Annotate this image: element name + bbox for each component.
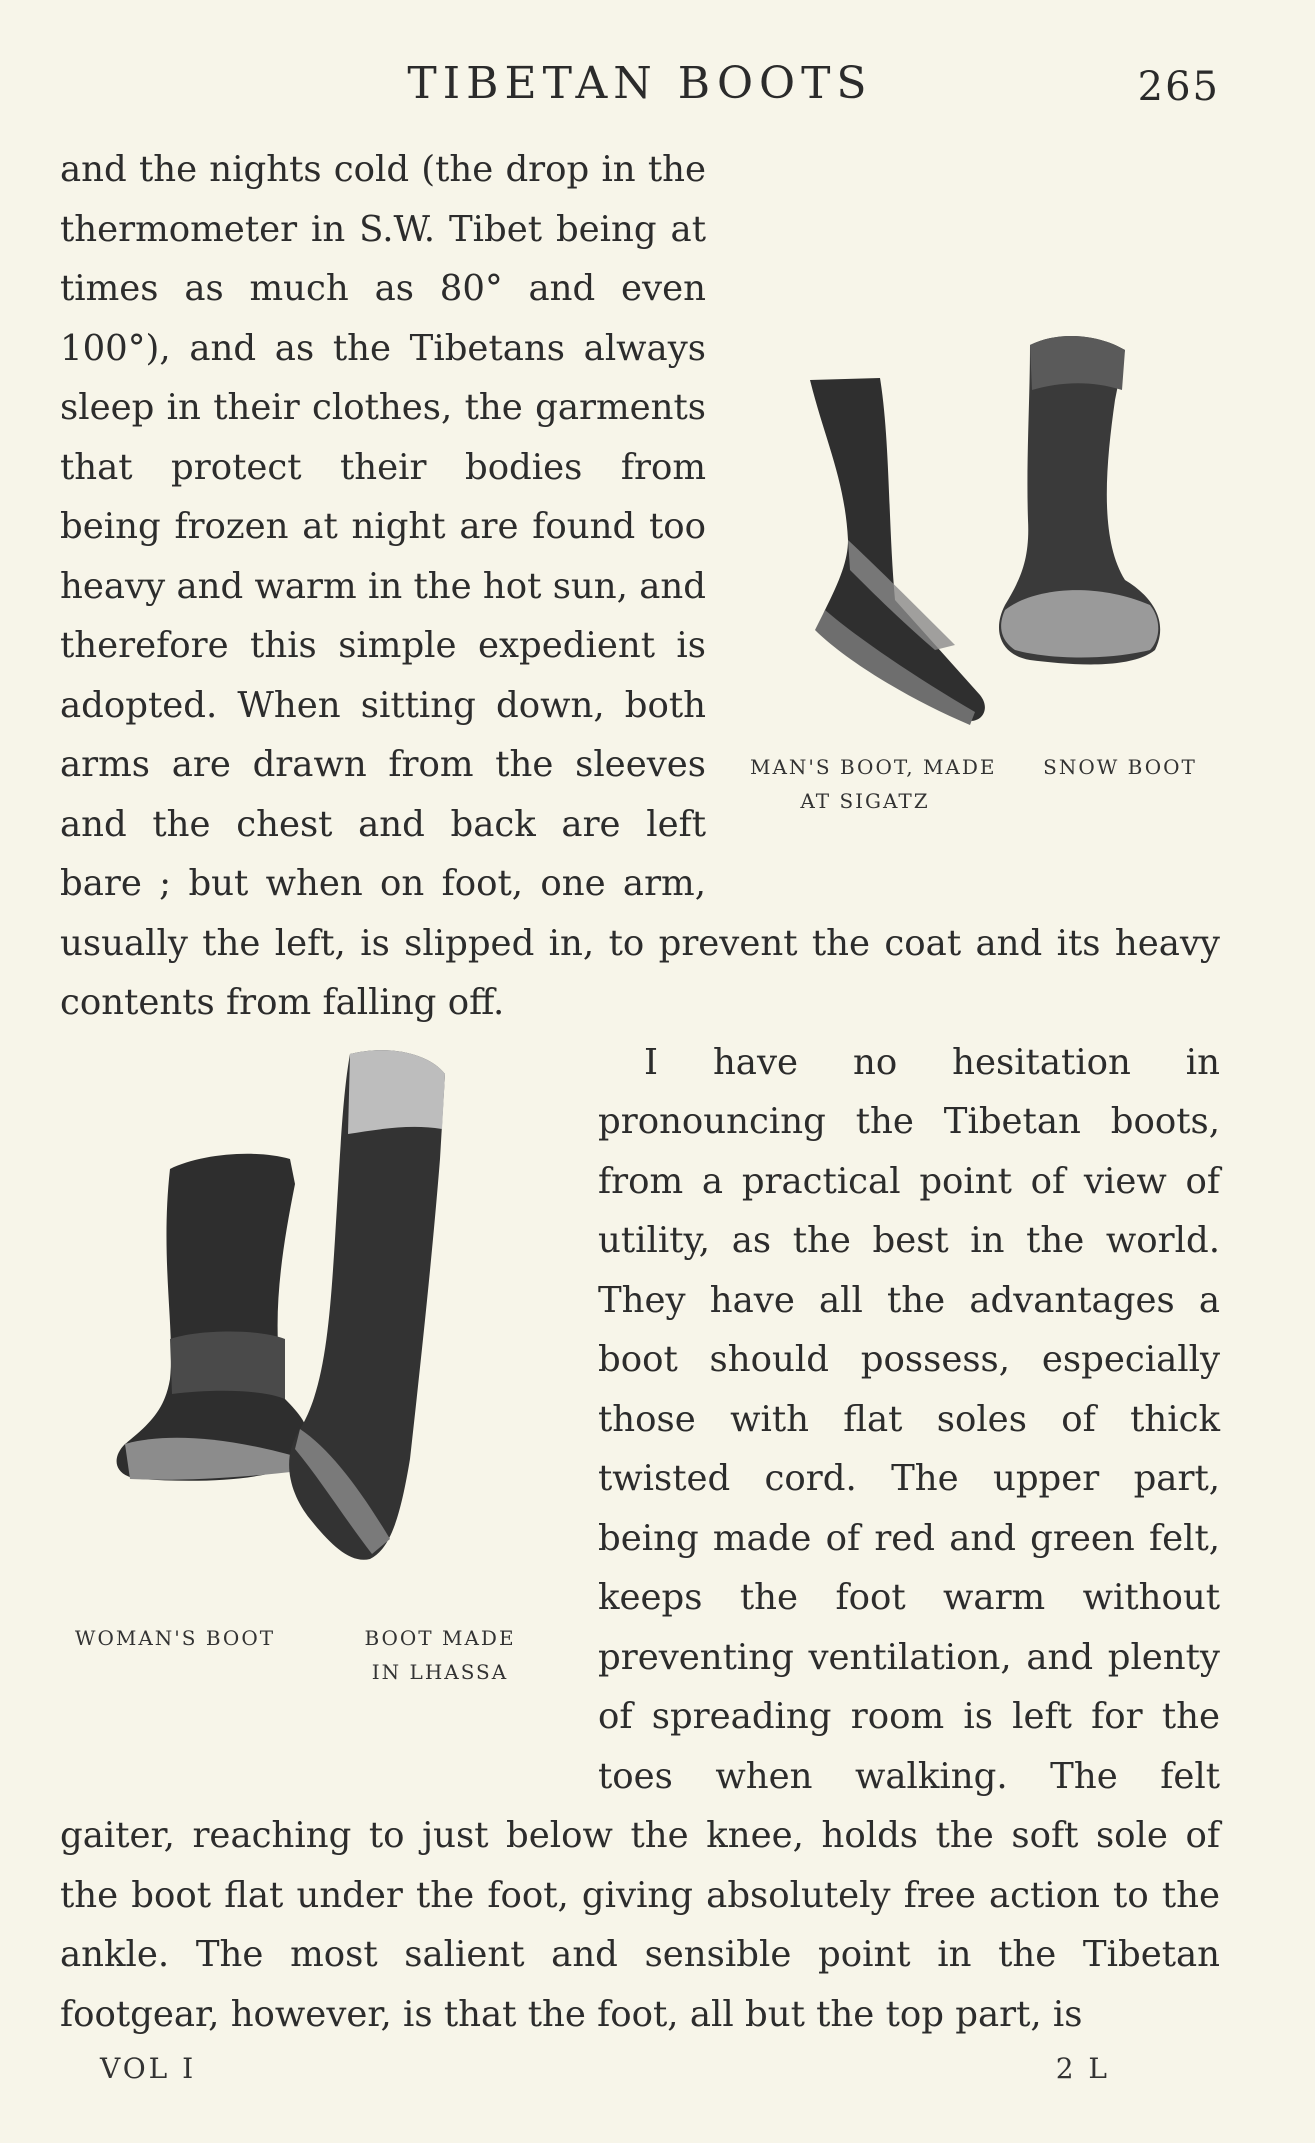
body-text xyxy=(60,140,1220,2044)
figure-top-boots xyxy=(730,140,1220,880)
caption-mans-boot-line1: MAN'S BOOT, MADE xyxy=(750,755,997,779)
mans-boot-and-snow-boot-illustration xyxy=(730,140,1220,740)
page-footer xyxy=(60,2052,1220,2092)
page-number: 265 xyxy=(1137,64,1220,110)
caption-mans-boot-line2: AT SIGATZ xyxy=(800,789,930,813)
womans-boot-and-lhassa-boot-illustration xyxy=(60,1039,570,1679)
caption-womans-boot: WOMAN'S BOOT xyxy=(74,1625,276,1650)
figure-bottom-boots xyxy=(60,1039,570,1767)
caption-lhassa-boot-line2: IN LHASSA xyxy=(371,1659,509,1684)
page-header xyxy=(60,58,1220,118)
caption-lhassa-boot-line1: BOOT MADE xyxy=(364,1625,516,1650)
footer-signature-mark: 2 L xyxy=(1055,2052,1110,2085)
caption-snow-boot: SNOW BOOT xyxy=(1043,755,1197,779)
caption-lhassa-boot xyxy=(340,1621,540,1689)
running-head: TIBETAN BOOTS xyxy=(407,58,873,109)
paragraph-1: and the nights cold (the drop in the thermometer in S.W. Tibet being at times as much as 80° and even 100°), and as the Tibetans always sleep in their clothes, the garments that protect their bodies from being frozen at night are found too heavy and warm in the hot sun, and therefore this simple expedient is adopted. When sitting down, both arms are drawn from the sleeves and the chest and back are left bare ; but when on foot, one arm, usually the left, is slipped in, to prevent the coat and its heavy contents from falling off. xyxy=(60,149,1220,1023)
footer-volume: VOL I xyxy=(100,2052,197,2085)
paragraph-2: I have no hesitation in pronouncing the Tibetan boots, from a practical point of view of utility, as the best in the world. They have all the advantages a boot should possess, especially those with flat soles of thick twisted cord. The upper part, being made of red and green felt, keeps the foot warm without preventing ventilation, and plenty of spreading room is left for the toes when walking. The felt gaiter, reaching to just below the knee, holds the soft sole of the boot flat under the foot, giving absolutely free action to the ankle. The most salient and sensible point in the Tibetan footgear, however, is that the foot, all but the top part, is xyxy=(60,1041,1220,2035)
caption-mans-boot xyxy=(750,750,997,818)
